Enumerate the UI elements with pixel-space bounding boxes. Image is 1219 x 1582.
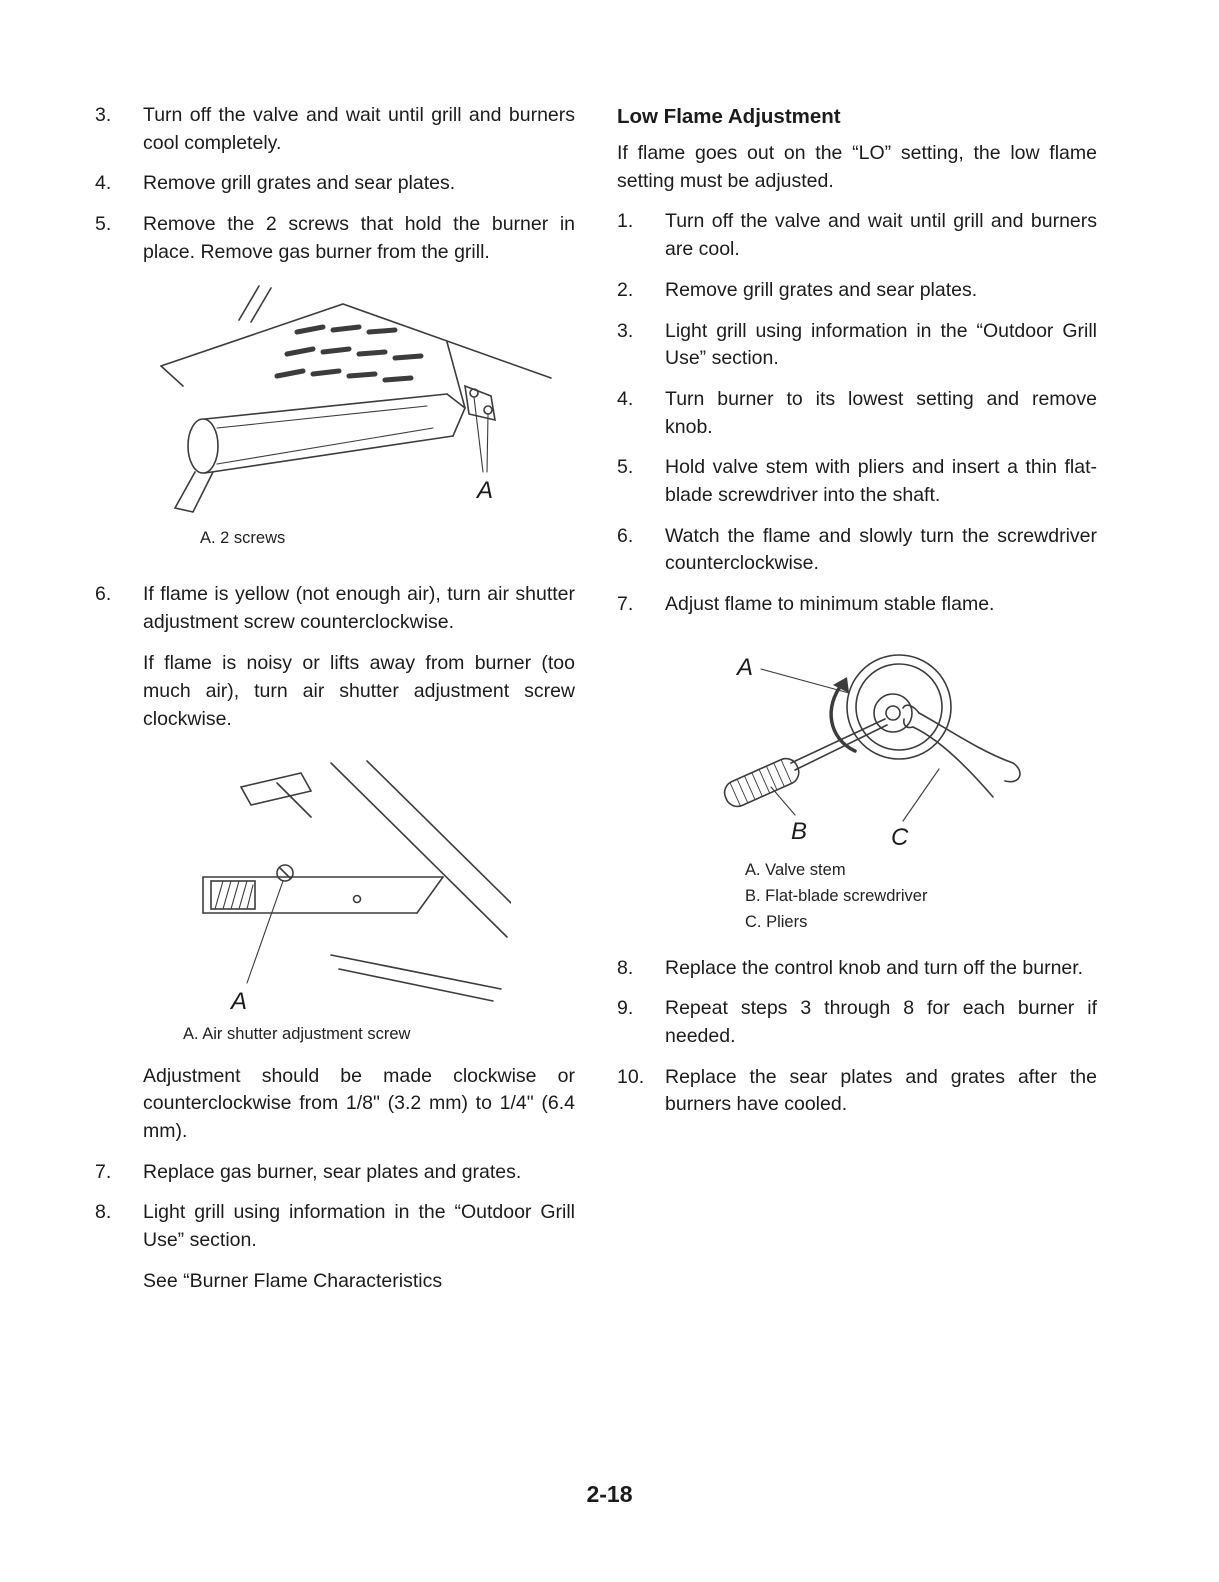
step-number: 3.: [617, 319, 634, 342]
step-text: [143, 581, 575, 733]
adjustment-note: Adjustment should be made clockwise or counterclockwise from 1/8" (3.2 mm) to 1/4" (6.4 mm).: [143, 1064, 575, 1143]
list-item: [95, 1159, 575, 1187]
step-number: 9.: [617, 997, 634, 1020]
list-item: [617, 1064, 1097, 1119]
list-item: [617, 318, 1097, 373]
section-intro: If flame goes out on the “LO” setting, the low flame setting must be adjusted.: [617, 142, 1097, 192]
see-reference-note: See “Burner Flame Characteristics: [143, 1269, 443, 1292]
step-number: 4.: [617, 387, 634, 410]
step-number: 8.: [95, 1201, 112, 1224]
figure3-line-art: [721, 655, 1020, 821]
burner-screws-illustration: [147, 280, 567, 525]
valve-stem-illustration: [687, 635, 1027, 853]
step-text: Turn off the valve and wait until grill and burners cool completely.: [143, 104, 575, 154]
step-number: 4.: [95, 172, 112, 195]
step-text: Replace gas burner, sear plates and grates.: [143, 1160, 522, 1183]
list-item: [617, 523, 1097, 578]
step-text: Remove grill grates and sear plates.: [665, 278, 978, 301]
step-number: 6.: [95, 582, 112, 605]
step-text: Replace the sear plates and grates after the burners have cooled.: [665, 1065, 1097, 1116]
figure3-callout-c: C: [891, 823, 909, 851]
list-item: [95, 581, 575, 733]
figure3-caption-a: A. Valve stem: [745, 860, 846, 879]
page-number: 2-18: [586, 1481, 633, 1507]
step-number: 2.: [617, 278, 634, 301]
list-item: [617, 277, 1097, 305]
list-item: [617, 955, 1097, 983]
figure3-captions: [745, 859, 1097, 935]
list-item: [617, 208, 1097, 263]
figure1-caption: A. 2 screws: [200, 529, 286, 548]
step-text: Light grill using information in the “Outdoor Grill Use” section.: [143, 1201, 575, 1252]
left-column: [95, 102, 575, 1296]
section-heading: Low Flame Adjustment: [617, 105, 841, 128]
figure2-line-art: [203, 761, 511, 1001]
step-text: Turn burner to its lowest setting and remove knob.: [665, 387, 1097, 438]
step-number: 5.: [617, 456, 634, 479]
step-text: Watch the flame and slowly turn the screwdriver counterclockwise.: [665, 524, 1097, 575]
list-item: [617, 995, 1097, 1050]
step-number: 5.: [95, 213, 112, 236]
step-text: Remove the 2 screws that hold the burner in place. Remove gas burner from the grill.: [143, 213, 575, 263]
step-number: 8.: [617, 956, 634, 979]
step-text: Repeat steps 3 through 8 for each burner if needed.: [665, 997, 1097, 1047]
figure3-caption-c: C. Pliers: [745, 912, 808, 931]
figure-burner-screws: [147, 280, 575, 525]
figure-valve-stem-pliers: [687, 635, 1097, 853]
figure1-callout-a: A: [477, 477, 494, 505]
step-number: 7.: [95, 1160, 112, 1183]
step-number: 6.: [617, 524, 634, 547]
figure2-callout-a: A: [231, 988, 248, 1016]
step-number: 10.: [617, 1065, 645, 1088]
figure2-caption: A. Air shutter adjustment screw: [183, 1025, 411, 1044]
right-column: [617, 102, 1097, 1132]
figure3-callout-a: A: [737, 653, 754, 681]
air-shutter-illustration: [181, 759, 511, 1021]
step-text: Turn off the valve and wait until grill and burners are cool.: [665, 210, 1097, 261]
step-number: 1.: [617, 210, 634, 233]
step-text: Adjust flame to minimum stable flame.: [665, 593, 995, 616]
list-item: [95, 211, 575, 266]
step-number: 7.: [617, 593, 634, 616]
step-text: Remove grill grates and sear plates.: [143, 172, 456, 195]
list-item: [95, 102, 575, 157]
step-text: Light grill using information in the “Outdoor Grill Use” section.: [665, 319, 1097, 370]
figure-air-shutter-screw: [181, 759, 575, 1021]
step-text: Replace the control knob and turn off the burner.: [665, 956, 1084, 979]
figure3-caption-b: B. Flat-blade screwdriver: [745, 886, 928, 905]
list-item: [617, 591, 1097, 619]
list-item: [95, 1199, 575, 1254]
step-text: Hold valve stem with pliers and insert a thin flat-blade screwdriver into the shaft.: [665, 456, 1097, 506]
list-item: [617, 454, 1097, 509]
step6-paragraph-2: If flame is noisy or lifts away from burner (too much air), turn air shutter adjustment screw clockwise.: [143, 652, 575, 730]
list-item: [617, 386, 1097, 441]
list-item: [95, 170, 575, 198]
step6-paragraph-1: If flame is yellow (not enough air), turn air shutter adjustment screw counterclockwise.: [143, 582, 575, 633]
figure3-callout-b: B: [791, 817, 808, 845]
step-number: 3.: [95, 104, 112, 126]
